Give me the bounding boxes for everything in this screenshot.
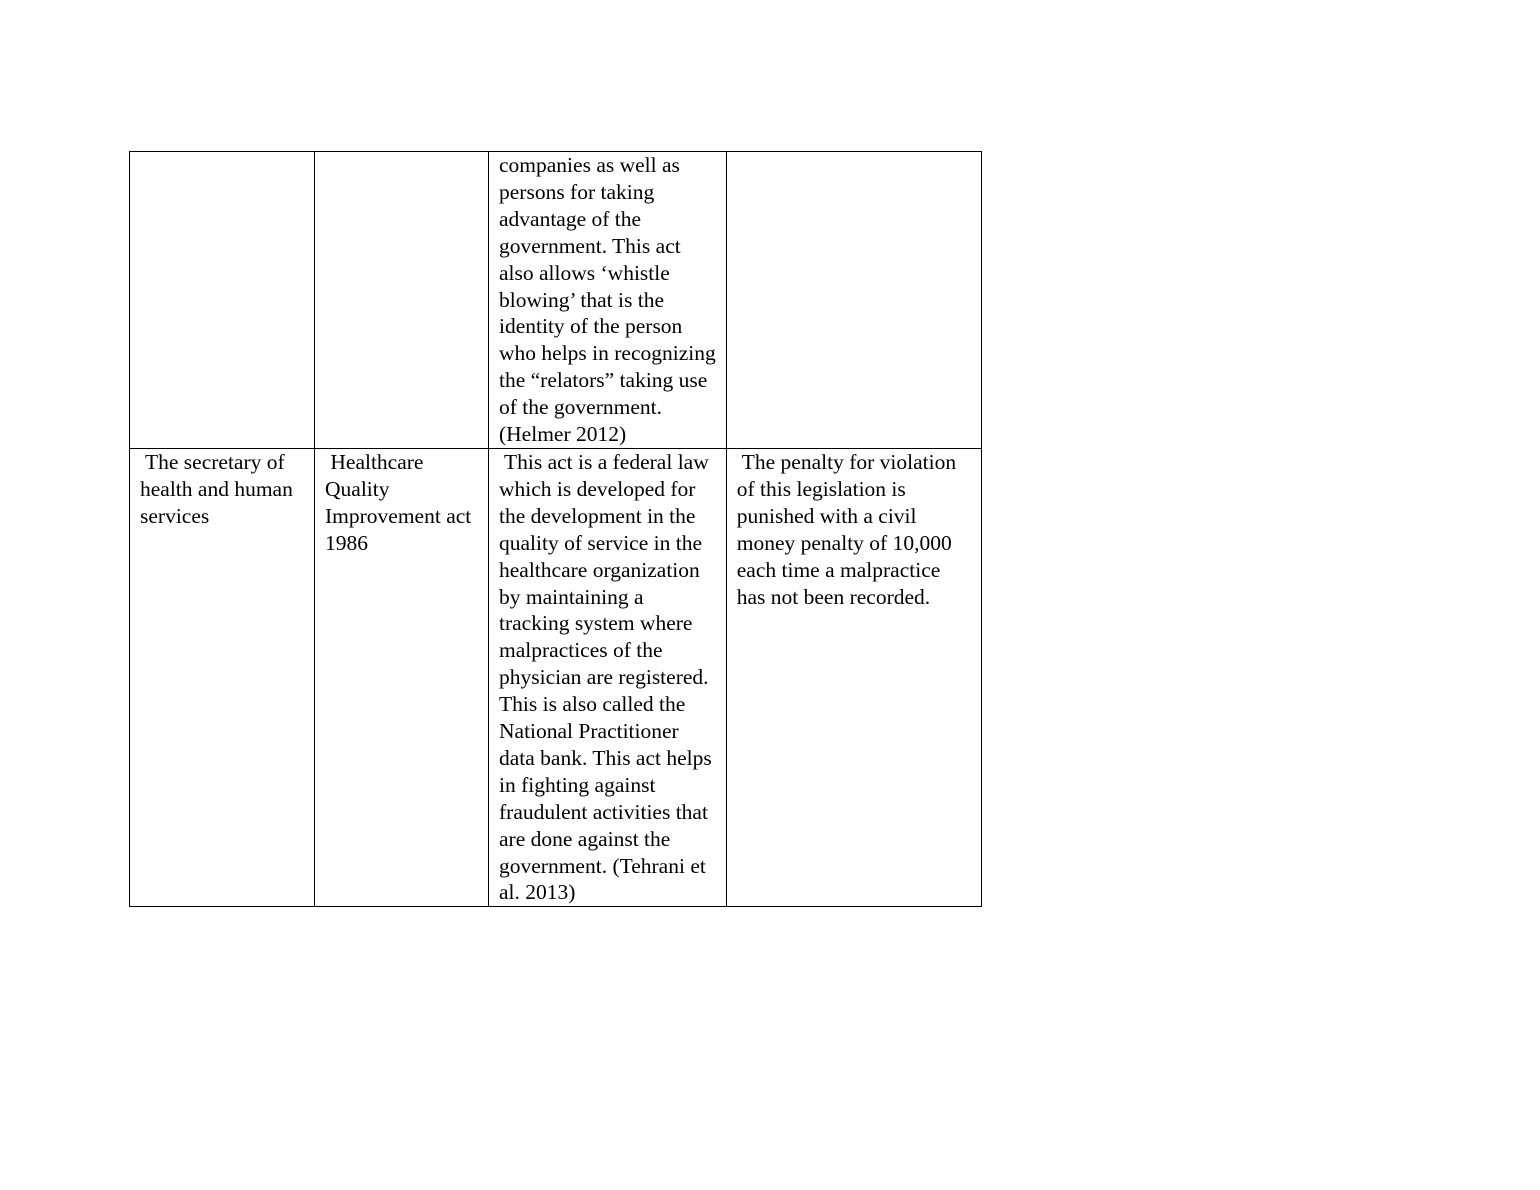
legislation-table <box>129 151 982 907</box>
cell-text-line: identity of the person <box>499 314 683 339</box>
cell-text-line: malpractices of the <box>499 638 663 663</box>
cell-text-line: health and human <box>140 476 293 501</box>
cell-text-line: who helps in recognizing <box>499 341 716 366</box>
table-cell-description <box>489 448 727 906</box>
cell-text-line: (Helmer 2012) <box>499 422 627 447</box>
table-cell-agency <box>130 152 315 449</box>
cell-text-line: data bank. This act helps <box>499 745 712 770</box>
table-cell-act <box>315 448 489 906</box>
cell-text-line: blowing’ that is the <box>499 287 665 312</box>
cell-text-line: al. 2013) <box>499 880 576 905</box>
table-cell-agency <box>130 448 315 906</box>
table-cell-penalty <box>726 152 981 449</box>
cell-text-line: Healthcare <box>325 449 424 474</box>
cell-text-line: The secretary of <box>140 449 285 474</box>
cell-text-line: of the government. <box>499 395 662 420</box>
cell-text-line: physician are registered. <box>499 665 709 690</box>
cell-text-line: advantage of the <box>499 206 642 231</box>
cell-text-line: National Practitioner <box>499 719 679 744</box>
table-row <box>130 448 982 906</box>
cell-text-line: This is also called the <box>499 692 686 717</box>
cell-text-line: the development in the <box>499 503 696 528</box>
table-cell-penalty <box>726 448 981 906</box>
cell-text-line: fraudulent activities that <box>499 799 708 824</box>
table-cell-act <box>315 152 489 449</box>
cell-text-line: services <box>140 503 210 528</box>
table-row <box>130 152 982 449</box>
cell-text-line: companies as well as <box>499 153 680 177</box>
cell-text-line: persons for taking <box>499 179 655 204</box>
cell-text-line: punished with a civil <box>736 503 917 528</box>
cell-text-line: are done against the <box>499 826 671 851</box>
cell-text-line: 1986 <box>325 530 368 555</box>
cell-text-line: The penalty for violation <box>736 449 957 474</box>
cell-text-line: in fighting against <box>499 772 656 797</box>
cell-text-line: by maintaining a <box>499 584 644 609</box>
cell-text-line: Improvement act <box>325 503 472 528</box>
cell-text-line: also allows ‘whistle <box>499 260 670 285</box>
cell-text-line: which is developed for <box>499 476 696 501</box>
cell-text-line: Quality <box>325 476 390 501</box>
cell-text-line: has not been recorded. <box>736 584 931 609</box>
cell-text-line: the “relators” taking use <box>499 368 708 393</box>
cell-text-line: healthcare organization <box>499 557 700 582</box>
cell-text-line: each time a malpractice <box>736 557 941 582</box>
cell-text-line: quality of service in the <box>499 530 702 555</box>
cell-text-line: government. This act <box>499 233 681 258</box>
table-cell-description <box>489 152 727 449</box>
cell-text-line: This act is a federal law <box>499 449 709 474</box>
cell-text-line: of this legislation is <box>736 476 906 501</box>
cell-text-line: money penalty of 10,000 <box>736 530 952 555</box>
cell-text-line: government. (Tehrani et <box>499 853 706 878</box>
cell-text-line: tracking system where <box>499 611 693 636</box>
